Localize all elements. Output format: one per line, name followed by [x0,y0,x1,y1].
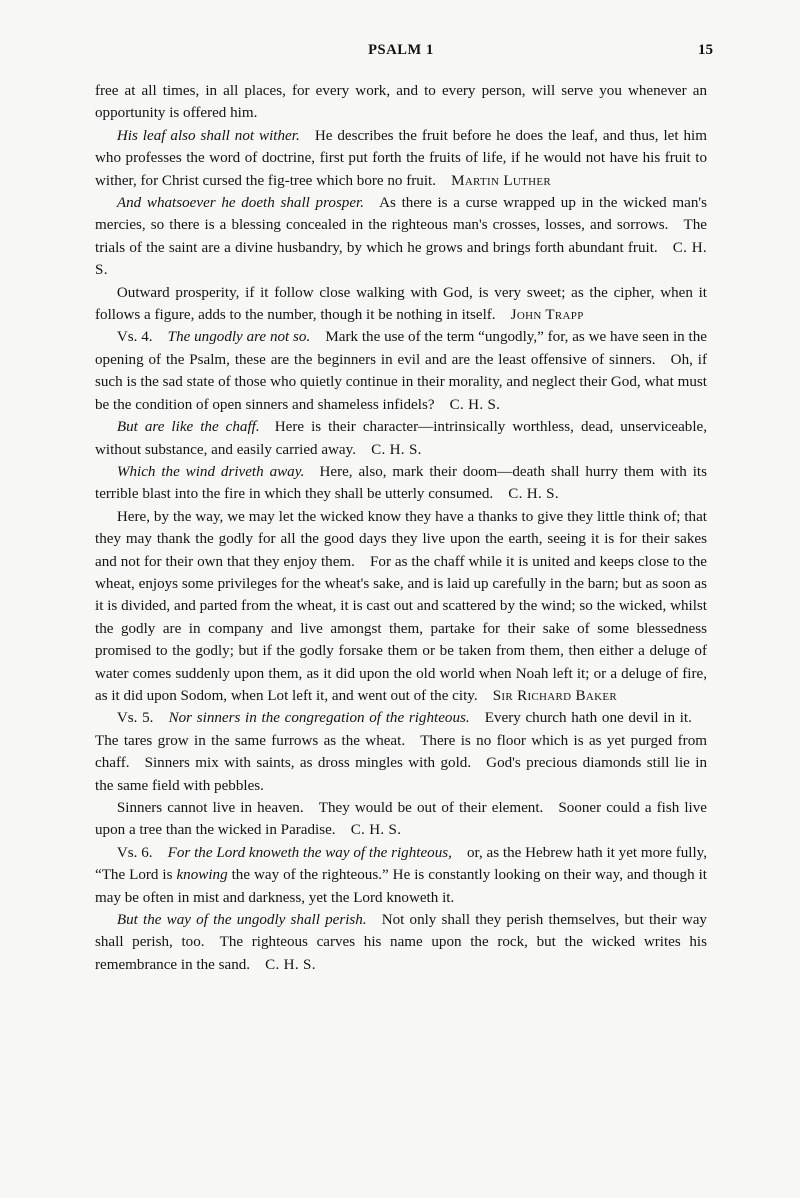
scripture-phrase: His leaf also shall not wither. [116,127,300,144]
paragraph-text: Here is their character—intrinsically worthless, dead, unserviceable, without substance, and easily carried away. [95,419,707,458]
body-text [95,80,707,976]
scripture-phrase: For the Lord knoweth the way of the righteous, [167,844,452,861]
attribution: C. H. S. [95,239,707,279]
paragraph [95,842,707,909]
paragraph [95,192,707,282]
paragraph-text: free at all times, in all places, for every work, and to every person, will serve you whenever an opportunity is offered him. [95,83,707,122]
scripture-phrase: Which the wind driveth away. [116,463,305,480]
paragraph [95,797,707,842]
running-head [95,42,713,72]
paragraph [95,125,707,192]
paragraph [95,461,707,506]
paragraph-text: Here, also, mark their doom—death shall hurry them with its terrible blast into the fire in which they shall be utterly consumed. [95,463,707,503]
attribution: John Trapp [510,307,584,324]
paragraph [95,707,707,797]
paragraph [95,282,707,327]
scripture-phrase: And whatsoever he doeth shall prosper. [116,195,365,212]
attribution: C. H. S. [265,956,316,973]
paragraph-text: He describes the fruit before he does the leaf, and thus, let him who professes the word of doctrine, first put forth the fruits of life, if he would not have his fruit to wither, for Christ cursed the fig-tree which bore no fruit. [95,127,707,189]
paragraph-text: Sinners cannot live in heaven. They would be out of their element. Sooner could a fish live upon a tree than the wicked in Paradise. [95,800,707,839]
attribution: C. H. S. [449,396,501,413]
paragraph [95,506,707,708]
verse-label: Vs. 4. [116,329,153,346]
paragraph-text: As there is a curse wrapped up in the wicked man's mercies, so there is a blessing concealed in the righteous man's crosses, losses, and sorrows. The trials of the saint are a divine husbandry, by which he grows and brings forth abundant fruit. [95,195,707,256]
attribution: C. H. S. [350,822,402,839]
paragraph [95,416,707,461]
paragraph-text: Every church hath one devil in it. The tares grow in the same furrows as the wheat. There is no floor which is as yet purged from chaff. Sinners mix with saints, as dross mingles with gold. God's precious diamonds still lie in the same field with pebbles. [95,710,707,794]
attribution: C. H. S. [371,441,422,458]
paragraph-text: Outward prosperity, if it follow close walking with God, is very sweet; as the cipher, when it follows a figure, adds to the number, though it be nothing in itself. [95,284,707,324]
paragraph-text: or, as the Hebrew hath it yet more fully, “The Lord is [95,844,707,884]
paragraph-text: Not only shall they perish themselves, but their way shall perish, too. The righteous carves his name upon the rock, but the wicked writes his remembrance in the sand. [95,912,707,973]
paragraph [95,326,707,416]
paragraph [95,80,707,125]
scripture-phrase: Nor sinners in the congregation of the righteous. [168,710,470,727]
verse-label: Vs. 6. [116,844,153,861]
paragraph-text: Here, by the way, we may let the wicked know they have a thanks to give they little think of; that they may thank the godly for all the good days they live upon the earth, seeing it is for their sakes and not for their own that they enjoy them. For as the chaff while it is united and keeps close to the wheat, enjoys some privileges for the wheat's sake, and is laid up carefully in the barn; but as soon as it is divided, and parted from the wheat, it is cast out and scattered by the wind; so the wicked, whilst the godly are in company and live amongst them, partake for their sake of some blessedness promised to the godly; but if the godly forsake them or be taken from them, then either a deluge of water comes suddenly upon them, as it did upon the old world when Noah left it; or a deluge of fire, as it did upon Sodom, when Lot left it, and went out of the city. [95,508,707,704]
running-head-title: PSALM 1 [368,42,434,58]
scripture-phrase: But are like the chaff. [116,419,260,436]
paragraph-text: the way of the righteous.” He is constantly looking on their way, and though it may be often in mist and darkness, yet the Lord knoweth it. [95,867,707,906]
paragraph [95,909,707,976]
scripture-phrase: The ungodly are not so. [167,329,311,346]
paragraph-text: Mark the use of the term “ungodly,” for, as we have seen in the opening of the Psalm, these are the beginners in evil and are the least offensive of sinners. Oh, if such is the sad state of those who quietly continue in their morality, and neglect their God, what must be the condition of open sinners and shameless infidels? [95,329,707,413]
page-number: 15 [698,42,713,58]
scripture-phrase: But the way of the ungodly shall perish. [116,912,367,929]
attribution: C. H. S. [508,486,559,503]
attribution: Sir Richard Baker [492,687,617,704]
attribution: Martin Luther [451,172,552,189]
emphasized-word: knowing [176,867,228,884]
verse-label: Vs. 5. [116,710,154,727]
page-content-block [95,42,713,976]
